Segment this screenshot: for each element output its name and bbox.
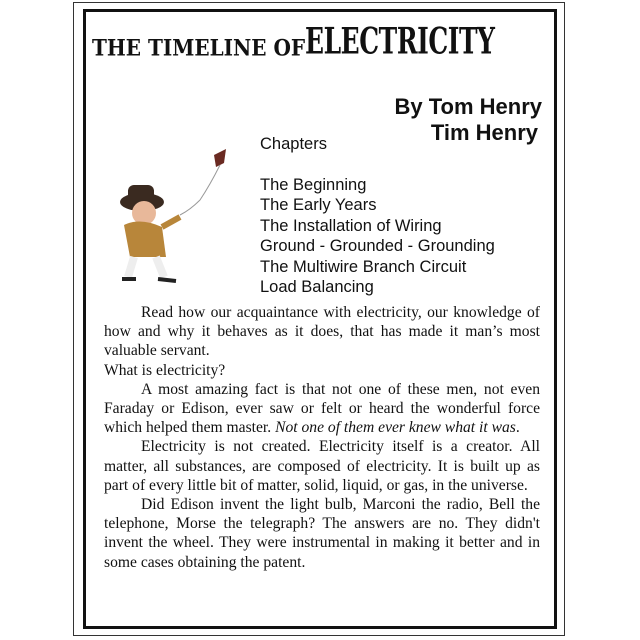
chapter-item: The Early Years [260,196,377,214]
paragraph-text: . [515,419,520,437]
chapter-item: The Installation of Wiring [260,216,442,235]
paragraph-text: A most amazing fact is that not one of these men, not even Faraday or Edison, ever saw or felt or heard the wonderful force which helped them master. [104,380,540,437]
body-text [104,303,540,572]
author-1: By Tom Henry [394,94,542,119]
paragraph-emphasis: Not one of them ever knew what it was [275,419,516,437]
paragraph [104,380,540,438]
book-title [92,19,552,62]
author-2: Tim Henry [430,120,538,145]
chapter-list [260,134,495,298]
kite-icon [214,149,226,167]
chapter-item: Load Balancing [260,278,374,296]
title-prefix: THE TIMELINE OF [92,34,306,62]
chapter-item: The Beginning [260,175,367,194]
title-main: ELECTRICITY [305,19,495,62]
chapters-heading: Chapters [260,135,327,153]
franklin-kite-illustration [110,145,240,290]
paragraph: Did Edison invent the light bulb, Marconi the radio, Bell the telephone, Morse the telegraph? The answers are no. They didn't invent the wheel. They were instrumental in making it better and in some cases obtaining the patent. [104,496,540,571]
paragraph: What is electricity? [104,361,226,379]
chapter-item: Ground - Grounded - Grounding [260,237,495,255]
paragraph: Read how our acquaintance with electricity, our knowledge of how and why it behaves as it does, that has made it man’s most valuable servant. [104,304,540,360]
paragraph: Electricity is not created. Electricity itself is a creator. All matter, all substances, are composed of electricity. It is built up as part of every little bit of matter, solid, liquid, or gas, in the universe. [104,438,540,494]
chapter-item: The Multiwire Branch Circuit [260,257,467,276]
